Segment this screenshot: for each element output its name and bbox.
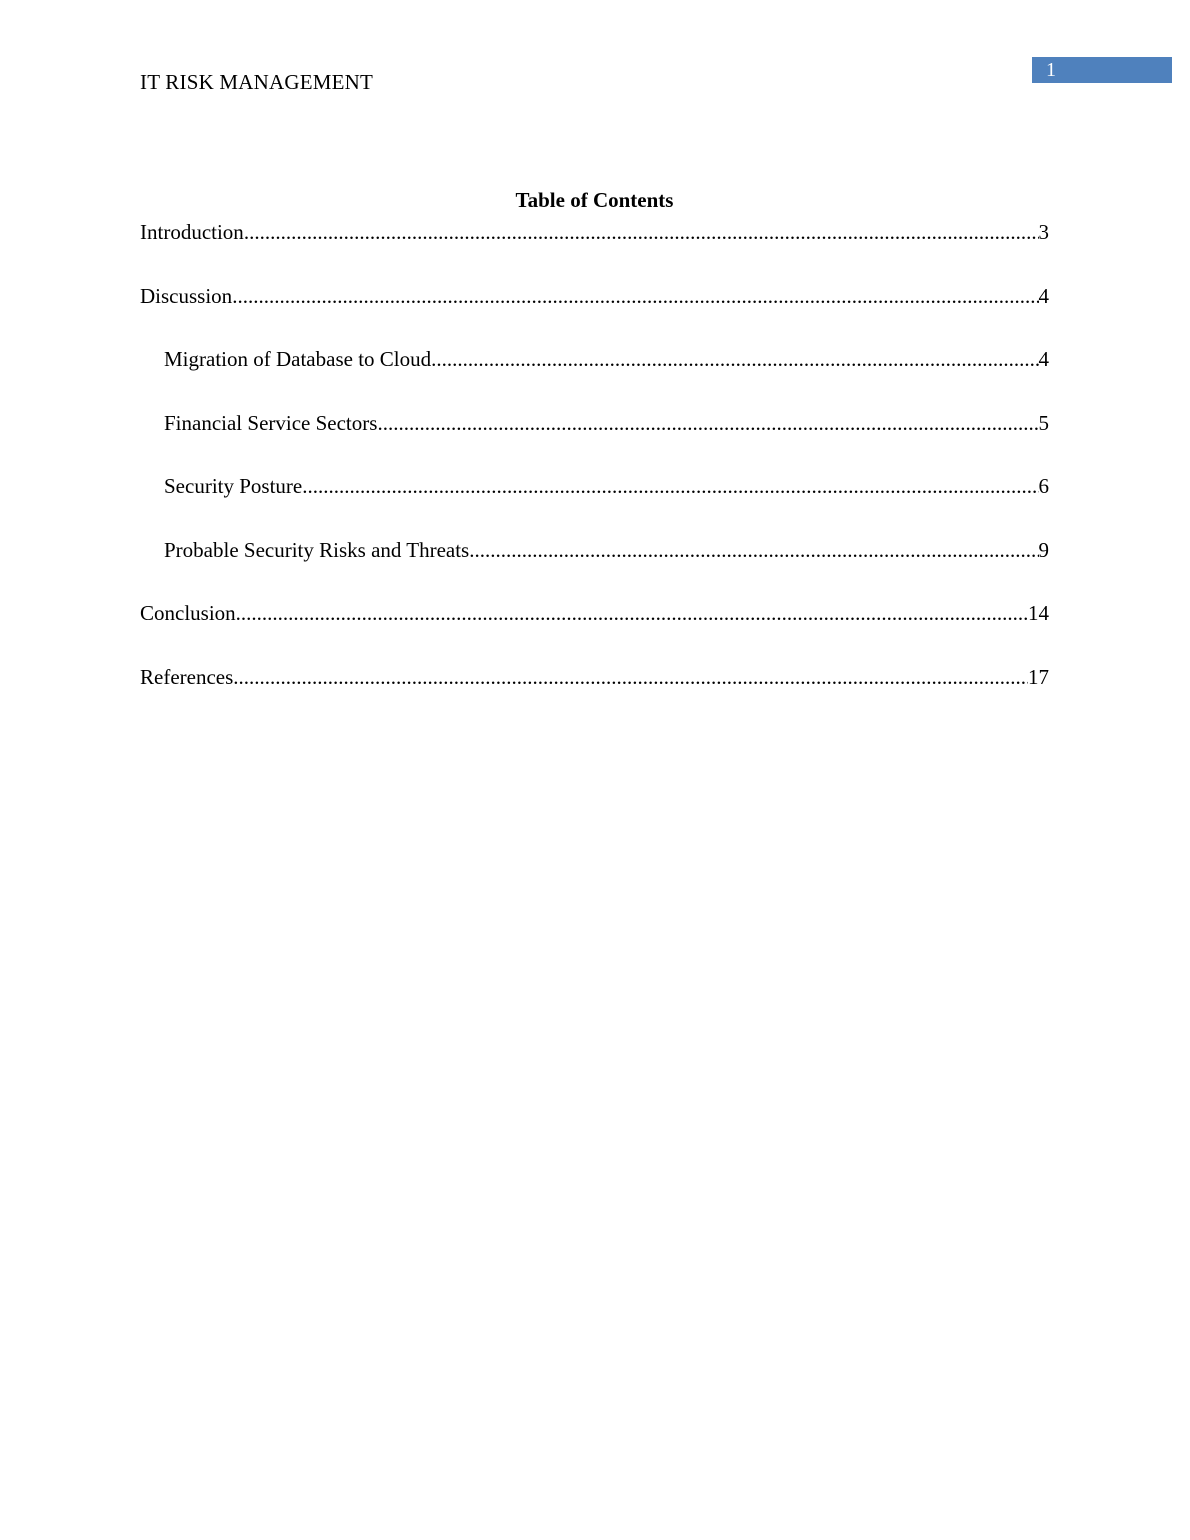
toc-entry-label: Discussion — [140, 283, 233, 308]
toc-entry-label: Financial Service Sectors — [164, 410, 378, 435]
toc-entry-page: 4 — [1038, 347, 1049, 371]
toc-list — [140, 216, 1049, 724]
toc-entry-label: Migration of Database to Cloud — [164, 347, 432, 371]
toc-entry-page: 4 — [1038, 283, 1049, 308]
toc-entry-label: Security Posture — [164, 474, 303, 498]
toc-entry-migration-of-database[interactable] — [140, 343, 1049, 407]
toc-dot-leader — [431, 343, 1038, 375]
toc-entry-references[interactable] — [140, 661, 1049, 725]
toc-entry-page: 3 — [1038, 220, 1049, 244]
toc-entry-security-posture[interactable] — [140, 470, 1049, 534]
toc-entry-label: Probable Security Risks and Threats — [164, 537, 470, 562]
toc-entry-page: 5 — [1038, 410, 1049, 435]
toc-dot-leader — [302, 470, 1038, 502]
toc-entry-financial-service-sectors[interactable] — [140, 407, 1049, 471]
toc-entry-probable-security-risks[interactable] — [140, 534, 1049, 598]
toc-entry-page: 14 — [1028, 601, 1049, 625]
running-head: IT RISK MANAGEMENT — [140, 70, 374, 94]
toc-dot-leader — [233, 661, 1028, 693]
toc-dot-leader — [236, 597, 1028, 629]
toc-dot-leader — [232, 280, 1038, 312]
toc-dot-leader — [377, 407, 1038, 439]
toc-entry-page: 9 — [1038, 537, 1049, 562]
toc-dot-leader — [469, 534, 1038, 566]
toc-entry-page: 17 — [1028, 664, 1049, 689]
table-of-contents — [140, 184, 1049, 724]
toc-entry-discussion[interactable] — [140, 280, 1049, 344]
toc-entry-label: References — [140, 664, 234, 689]
toc-entry-introduction[interactable] — [140, 216, 1049, 280]
toc-dot-leader — [244, 216, 1039, 248]
toc-entry-label: Introduction — [140, 220, 244, 244]
toc-entry-conclusion[interactable] — [140, 597, 1049, 661]
toc-title: Table of Contents — [515, 188, 674, 212]
toc-entry-label: Conclusion — [140, 601, 236, 625]
toc-entry-page: 6 — [1038, 474, 1049, 498]
page-number-badge: 1 — [1032, 57, 1172, 83]
